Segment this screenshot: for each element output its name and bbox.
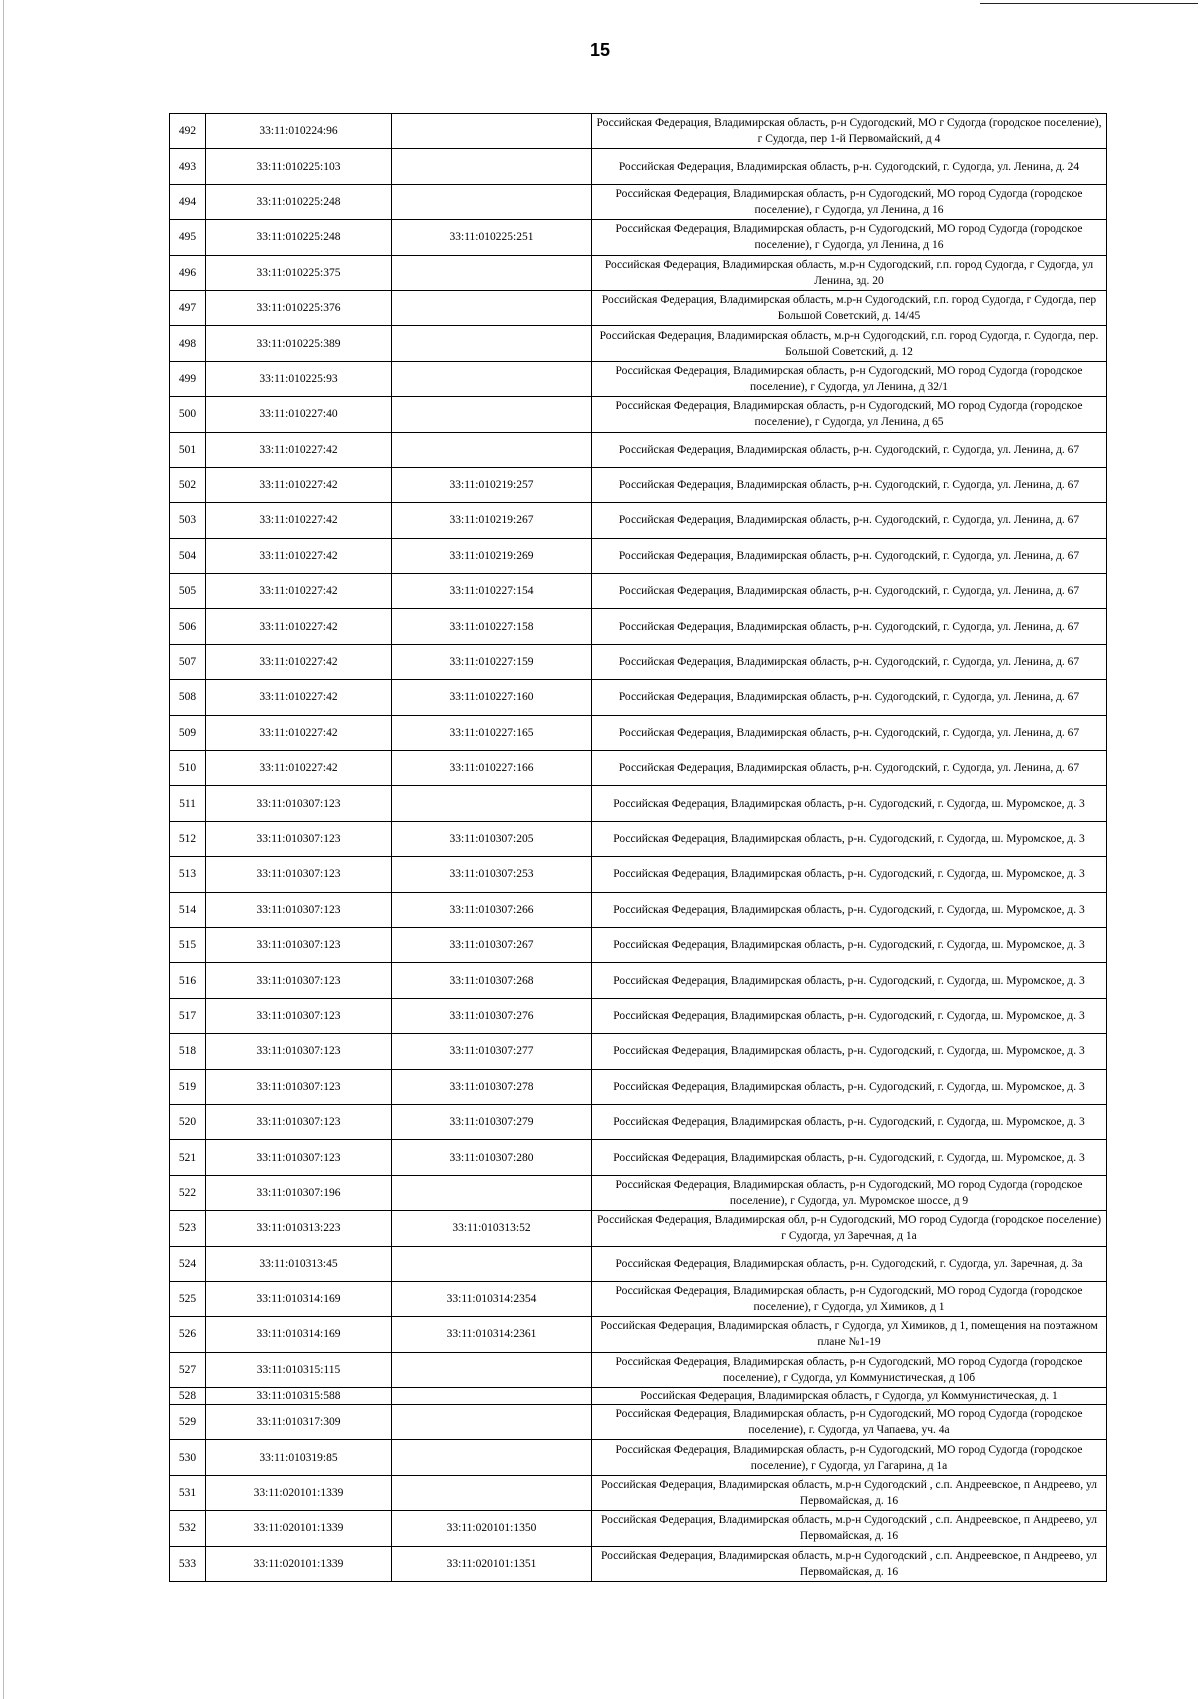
table-row	[170, 149, 1107, 184]
address-cell: Российская Федерация, Владимирская область, р-н. Судогодский, г. Судогда, ш. Муромское, д. 3	[592, 1034, 1107, 1069]
row-number-cell: 503	[170, 503, 206, 538]
sub-object-number-cell	[392, 1246, 592, 1281]
row-number-cell: 492	[170, 114, 206, 149]
table-row	[170, 644, 1107, 679]
sub-object-number-cell: 33:11:020101:1351	[392, 1546, 592, 1581]
table-row	[170, 220, 1107, 255]
sub-object-number-cell	[392, 1475, 592, 1510]
address-cell: Российская Федерация, Владимирская область, м.р-н Судогодский , с.п. Андреевское, п Андреево, ул Первомайская, д. 16	[592, 1475, 1107, 1510]
cadastral-number-cell: 33:11:010224:96	[206, 114, 392, 149]
table-row	[170, 998, 1107, 1033]
cadastral-number-cell: 33:11:010225:248	[206, 220, 392, 255]
address-cell: Российская Федерация, Владимирская область, р-н. Судогодский, г. Судогда, ш. Муромское, д. 3	[592, 998, 1107, 1033]
sub-object-number-cell: 33:11:010307:205	[392, 821, 592, 856]
table-row	[170, 1211, 1107, 1246]
table-row	[170, 1104, 1107, 1139]
address-cell: Российская Федерация, Владимирская область, р-н Судогодский, МО город Судогда (городское поселение), г Судогда, ул Ленина, д 65	[592, 397, 1107, 432]
sub-object-number-cell: 33:11:010227:159	[392, 644, 592, 679]
table-row	[170, 821, 1107, 856]
sub-object-number-cell	[392, 1175, 592, 1210]
cadastral-number-cell: 33:11:010307:123	[206, 1104, 392, 1139]
sub-object-number-cell: 33:11:010219:267	[392, 503, 592, 538]
row-number-cell: 493	[170, 149, 206, 184]
row-number-cell: 527	[170, 1352, 206, 1387]
address-cell: Российская Федерация, Владимирская область, р-н Судогодский, МО город Судогда (городское поселение), г Судогда, ул Ленина, д 16	[592, 184, 1107, 219]
table-row	[170, 1140, 1107, 1175]
sub-object-number-cell: 33:11:010307:266	[392, 892, 592, 927]
cadastral-number-cell: 33:11:010227:40	[206, 397, 392, 432]
row-number-cell: 530	[170, 1440, 206, 1475]
cadastral-number-cell: 33:11:010225:376	[206, 290, 392, 325]
cadastral-number-cell: 33:11:010317:309	[206, 1405, 392, 1440]
cadastral-number-cell: 33:11:010225:103	[206, 149, 392, 184]
cadastral-number-cell: 33:11:020101:1339	[206, 1546, 392, 1581]
cadastral-number-cell: 33:11:010227:42	[206, 432, 392, 467]
table-row	[170, 1317, 1107, 1352]
cadastral-number-cell: 33:11:010225:248	[206, 184, 392, 219]
sub-object-number-cell: 33:11:010227:158	[392, 609, 592, 644]
table-row	[170, 1175, 1107, 1210]
address-cell: Российская Федерация, Владимирская область, г Судогда, ул Химиков, д 1, помещения на поэтажном плане №1-19	[592, 1317, 1107, 1352]
table-row	[170, 751, 1107, 786]
table-row	[170, 1069, 1107, 1104]
row-number-cell: 521	[170, 1140, 206, 1175]
cadastral-number-cell: 33:11:010227:42	[206, 715, 392, 750]
table-row	[170, 892, 1107, 927]
left-scan-edge	[3, 0, 4, 1699]
cadastral-number-cell: 33:11:020101:1339	[206, 1511, 392, 1546]
row-number-cell: 501	[170, 432, 206, 467]
table-row	[170, 786, 1107, 821]
address-cell: Российская Федерация, Владимирская область, р-н. Судогодский, г. Судогда, ш. Муромское, д. 3	[592, 786, 1107, 821]
address-cell: Российская Федерация, Владимирская область, р-н. Судогодский, г. Судогда, ш. Муромское, д. 3	[592, 892, 1107, 927]
row-number-cell: 508	[170, 680, 206, 715]
cadastral-number-cell: 33:11:010227:42	[206, 644, 392, 679]
sub-object-number-cell: 33:11:010227:165	[392, 715, 592, 750]
cadastral-number-cell: 33:11:010307:123	[206, 786, 392, 821]
address-cell: Российская Федерация, Владимирская область, р-н Судогодский, МО город Судогда (городское поселение), г Судогда, ул. Муромское шоссе, д 9	[592, 1175, 1107, 1210]
address-cell: Российская Федерация, Владимирская обл, р-н Судогодский, МО город Судогда (городское поселение) г Судогда, ул Заречная, д 1а	[592, 1211, 1107, 1246]
table-row	[170, 1246, 1107, 1281]
cadastral-number-cell: 33:11:010227:42	[206, 574, 392, 609]
table-row	[170, 609, 1107, 644]
address-cell: Российская Федерация, Владимирская область, р-н. Судогодский, г. Судогда, ш. Муромское, д. 3	[592, 1104, 1107, 1139]
table-row	[170, 1034, 1107, 1069]
cadastral-number-cell: 33:11:010225:93	[206, 361, 392, 396]
row-number-cell: 494	[170, 184, 206, 219]
cadastral-number-cell: 33:11:010315:588	[206, 1388, 392, 1405]
cadastral-number-cell: 33:11:010225:389	[206, 326, 392, 361]
address-cell: Российская Федерация, Владимирская область, р-н. Судогодский, г. Судогда, ул. Ленина, д. 67	[592, 503, 1107, 538]
row-number-cell: 522	[170, 1175, 206, 1210]
cadastral-number-cell: 33:11:010319:85	[206, 1440, 392, 1475]
table-row	[170, 715, 1107, 750]
table-row	[170, 255, 1107, 290]
table-row	[170, 361, 1107, 396]
address-cell: Российская Федерация, Владимирская область, р-н. Судогодский, г. Судогда, ул. Ленина, д. 67	[592, 538, 1107, 573]
sub-object-number-cell: 33:11:010313:52	[392, 1211, 592, 1246]
sub-object-number-cell: 33:11:010307:277	[392, 1034, 592, 1069]
sub-object-number-cell	[392, 361, 592, 396]
row-number-cell: 514	[170, 892, 206, 927]
address-cell: Российская Федерация, Владимирская область, р-н. Судогодский, г. Судогда, ш. Муромское, д. 3	[592, 1069, 1107, 1104]
cadastral-number-cell: 33:11:010227:42	[206, 680, 392, 715]
row-number-cell: 531	[170, 1475, 206, 1510]
sub-object-number-cell	[392, 114, 592, 149]
address-cell: Российская Федерация, Владимирская область, м.р-н Судогодский , с.п. Андреевское, п Андреево, ул Первомайская, д. 16	[592, 1511, 1107, 1546]
row-number-cell: 511	[170, 786, 206, 821]
sub-object-number-cell: 33:11:010314:2361	[392, 1317, 592, 1352]
address-cell: Российская Федерация, Владимирская область, г Судогда, ул Коммунистическая, д. 1	[592, 1388, 1107, 1405]
address-cell: Российская Федерация, Владимирская область, р-н Судогодский, МО г Судогда (городское поселение), г Судогда, пер 1-й Первомайский, д 4	[592, 114, 1107, 149]
cadastral-number-cell: 33:11:010307:123	[206, 927, 392, 962]
cadastral-number-cell: 33:11:010307:123	[206, 1069, 392, 1104]
table-row	[170, 1281, 1107, 1316]
cadastral-number-cell: 33:11:010307:196	[206, 1175, 392, 1210]
row-number-cell: 528	[170, 1388, 206, 1405]
address-cell: Российская Федерация, Владимирская область, р-н. Судогодский, г. Судогда, ул. Ленина, д. 24	[592, 149, 1107, 184]
sub-object-number-cell	[392, 1352, 592, 1387]
table-row	[170, 1475, 1107, 1510]
table-row	[170, 467, 1107, 502]
row-number-cell: 500	[170, 397, 206, 432]
row-number-cell: 524	[170, 1246, 206, 1281]
sub-object-number-cell	[392, 1388, 592, 1405]
row-number-cell: 523	[170, 1211, 206, 1246]
address-cell: Российская Федерация, Владимирская область, р-н. Судогодский, г. Судогда, ул. Ленина, д. 67	[592, 467, 1107, 502]
sub-object-number-cell	[392, 1405, 592, 1440]
sub-object-number-cell	[392, 255, 592, 290]
table-row	[170, 574, 1107, 609]
row-number-cell: 495	[170, 220, 206, 255]
row-number-cell: 520	[170, 1104, 206, 1139]
sub-object-number-cell: 33:11:010307:276	[392, 998, 592, 1033]
address-cell: Российская Федерация, Владимирская область, м.р-н Судогодский, г.п. город Судогда, г Судогда, ул Ленина, зд. 20	[592, 255, 1107, 290]
address-cell: Российская Федерация, Владимирская область, р-н. Судогодский, г. Судогда, ул. Ленина, д. 67	[592, 680, 1107, 715]
address-cell: Российская Федерация, Владимирская область, р-н. Судогодский, г. Судогда, ш. Муромское, д. 3	[592, 1140, 1107, 1175]
cadastral-number-cell: 33:11:010227:42	[206, 538, 392, 573]
sub-object-number-cell: 33:11:010314:2354	[392, 1281, 592, 1316]
table-row	[170, 503, 1107, 538]
cadastral-number-cell: 33:11:010313:223	[206, 1211, 392, 1246]
sub-object-number-cell	[392, 184, 592, 219]
row-number-cell: 513	[170, 857, 206, 892]
page-number: 15	[589, 40, 611, 60]
registry-table	[169, 113, 1107, 1582]
sub-object-number-cell: 33:11:010307:267	[392, 927, 592, 962]
address-cell: Российская Федерация, Владимирская область, м.р-н Судогодский, г.п. город Судогда, г. Судогда, пер. Большой Советский, д. 12	[592, 326, 1107, 361]
sub-object-number-cell: 33:11:020101:1350	[392, 1511, 592, 1546]
sub-object-number-cell: 33:11:010225:251	[392, 220, 592, 255]
sub-object-number-cell	[392, 432, 592, 467]
row-number-cell: 498	[170, 326, 206, 361]
cadastral-number-cell: 33:11:010307:123	[206, 892, 392, 927]
registry-table-body	[170, 114, 1107, 1582]
row-number-cell: 533	[170, 1546, 206, 1581]
row-number-cell: 516	[170, 963, 206, 998]
address-cell: Российская Федерация, Владимирская область, р-н Судогодский, МО город Судогда (городское поселение), г Судогда, ул Ленина, д 32/1	[592, 361, 1107, 396]
address-cell: Российская Федерация, Владимирская область, р-н. Судогодский, г. Судогда, ул. Ленина, д. 67	[592, 609, 1107, 644]
table-row	[170, 857, 1107, 892]
table-row	[170, 927, 1107, 962]
sub-object-number-cell: 33:11:010219:269	[392, 538, 592, 573]
table-row	[170, 538, 1107, 573]
cadastral-number-cell: 33:11:010227:42	[206, 467, 392, 502]
cadastral-number-cell: 33:11:010225:375	[206, 255, 392, 290]
table-row	[170, 290, 1107, 325]
address-cell: Российская Федерация, Владимирская область, р-н. Судогодский, г. Судогда, ш. Муромское, д. 3	[592, 927, 1107, 962]
address-cell: Российская Федерация, Владимирская область, р-н. Судогодский, г. Судогда, ш. Муромское, д. 3	[592, 821, 1107, 856]
cadastral-number-cell: 33:11:010314:169	[206, 1281, 392, 1316]
sub-object-number-cell: 33:11:010307:278	[392, 1069, 592, 1104]
row-number-cell: 512	[170, 821, 206, 856]
row-number-cell: 532	[170, 1511, 206, 1546]
sub-object-number-cell	[392, 290, 592, 325]
address-cell: Российская Федерация, Владимирская область, р-н. Судогодский, г. Судогда, ш. Муромское, д. 3	[592, 963, 1107, 998]
row-number-cell: 525	[170, 1281, 206, 1316]
table-row	[170, 184, 1107, 219]
row-number-cell: 505	[170, 574, 206, 609]
sub-object-number-cell	[392, 149, 592, 184]
row-number-cell: 526	[170, 1317, 206, 1352]
row-number-cell: 515	[170, 927, 206, 962]
table-row	[170, 1511, 1107, 1546]
cadastral-number-cell: 33:11:010227:42	[206, 609, 392, 644]
row-number-cell: 518	[170, 1034, 206, 1069]
address-cell: Российская Федерация, Владимирская область, р-н. Судогодский, г. Судогда, ул. Ленина, д. 67	[592, 715, 1107, 750]
address-cell: Российская Федерация, Владимирская область, р-н. Судогодский, г. Судогда, ул. Заречная, д. 3а	[592, 1246, 1107, 1281]
table-row	[170, 1546, 1107, 1581]
table-row	[170, 397, 1107, 432]
address-cell: Российская Федерация, Владимирская область, р-н. Судогодский, г. Судогда, ул. Ленина, д. 67	[592, 751, 1107, 786]
table-row	[170, 326, 1107, 361]
cadastral-number-cell: 33:11:010307:123	[206, 821, 392, 856]
table-row	[170, 1440, 1107, 1475]
row-number-cell: 510	[170, 751, 206, 786]
sub-object-number-cell	[392, 397, 592, 432]
address-cell: Российская Федерация, Владимирская область, р-н. Судогодский, г. Судогда, ш. Муромское, д. 3	[592, 857, 1107, 892]
sub-object-number-cell	[392, 326, 592, 361]
address-cell: Российская Федерация, Владимирская область, р-н Судогодский, МО город Судогда (городское поселение), г Судогда, ул Коммунистическая, д 10б	[592, 1352, 1107, 1387]
row-number-cell: 509	[170, 715, 206, 750]
cadastral-number-cell: 33:11:010307:123	[206, 1140, 392, 1175]
row-number-cell: 499	[170, 361, 206, 396]
row-number-cell: 529	[170, 1405, 206, 1440]
cadastral-number-cell: 33:11:010313:45	[206, 1246, 392, 1281]
sub-object-number-cell: 33:11:010307:268	[392, 963, 592, 998]
sub-object-number-cell: 33:11:010219:257	[392, 467, 592, 502]
sub-object-number-cell: 33:11:010307:280	[392, 1140, 592, 1175]
table-row	[170, 1388, 1107, 1405]
row-number-cell: 504	[170, 538, 206, 573]
table-row	[170, 1352, 1107, 1387]
row-number-cell: 517	[170, 998, 206, 1033]
cadastral-number-cell: 33:11:010307:123	[206, 1034, 392, 1069]
row-number-cell: 502	[170, 467, 206, 502]
cadastral-number-cell: 33:11:010227:42	[206, 751, 392, 786]
row-number-cell: 497	[170, 290, 206, 325]
sub-object-number-cell	[392, 786, 592, 821]
address-cell: Российская Федерация, Владимирская область, р-н. Судогодский, г. Судогда, ул. Ленина, д. 67	[592, 644, 1107, 679]
table-row	[170, 963, 1107, 998]
row-number-cell: 496	[170, 255, 206, 290]
address-cell: Российская Федерация, Владимирская область, м.р-н Судогодский, г.п. город Судогда, г Судогда, пер Большой Советский, д. 14/45	[592, 290, 1107, 325]
address-cell: Российская Федерация, Владимирская область, р-н Судогодский, МО город Судогда (городское поселение), г. Судогда, ул Чапаева, уч. 4а	[592, 1405, 1107, 1440]
table-row	[170, 114, 1107, 149]
address-cell: Российская Федерация, Владимирская область, р-н Судогодский, МО город Судогда (городское поселение), г Судогда, ул Гагарина, д 1а	[592, 1440, 1107, 1475]
address-cell: Российская Федерация, Владимирская область, р-н. Судогодский, г. Судогда, ул. Ленина, д. 67	[592, 574, 1107, 609]
sub-object-number-cell: 33:11:010307:279	[392, 1104, 592, 1139]
cadastral-number-cell: 33:11:010307:123	[206, 857, 392, 892]
cadastral-number-cell: 33:11:010307:123	[206, 963, 392, 998]
table-row	[170, 680, 1107, 715]
address-cell: Российская Федерация, Владимирская область, м.р-н Судогодский , с.п. Андреевское, п Андреево, ул Первомайская, д. 16	[592, 1546, 1107, 1581]
top-scan-rule	[980, 3, 1198, 4]
row-number-cell: 507	[170, 644, 206, 679]
cadastral-number-cell: 33:11:010307:123	[206, 998, 392, 1033]
sub-object-number-cell: 33:11:010227:166	[392, 751, 592, 786]
sub-object-number-cell: 33:11:010227:160	[392, 680, 592, 715]
table-row	[170, 1405, 1107, 1440]
row-number-cell: 506	[170, 609, 206, 644]
cadastral-number-cell: 33:11:020101:1339	[206, 1475, 392, 1510]
cadastral-number-cell: 33:11:010314:169	[206, 1317, 392, 1352]
sub-object-number-cell	[392, 1440, 592, 1475]
cadastral-number-cell: 33:11:010315:115	[206, 1352, 392, 1387]
sub-object-number-cell: 33:11:010307:253	[392, 857, 592, 892]
address-cell: Российская Федерация, Владимирская область, р-н. Судогодский, г. Судогда, ул. Ленина, д. 67	[592, 432, 1107, 467]
cadastral-number-cell: 33:11:010227:42	[206, 503, 392, 538]
row-number-cell: 519	[170, 1069, 206, 1104]
address-cell: Российская Федерация, Владимирская область, р-н Судогодский, МО город Судогда (городское поселение), г Судогда, ул Химиков, д 1	[592, 1281, 1107, 1316]
sub-object-number-cell: 33:11:010227:154	[392, 574, 592, 609]
address-cell: Российская Федерация, Владимирская область, р-н Судогодский, МО город Судогда (городское поселение), г Судогда, ул Ленина, д 16	[592, 220, 1107, 255]
table-row	[170, 432, 1107, 467]
